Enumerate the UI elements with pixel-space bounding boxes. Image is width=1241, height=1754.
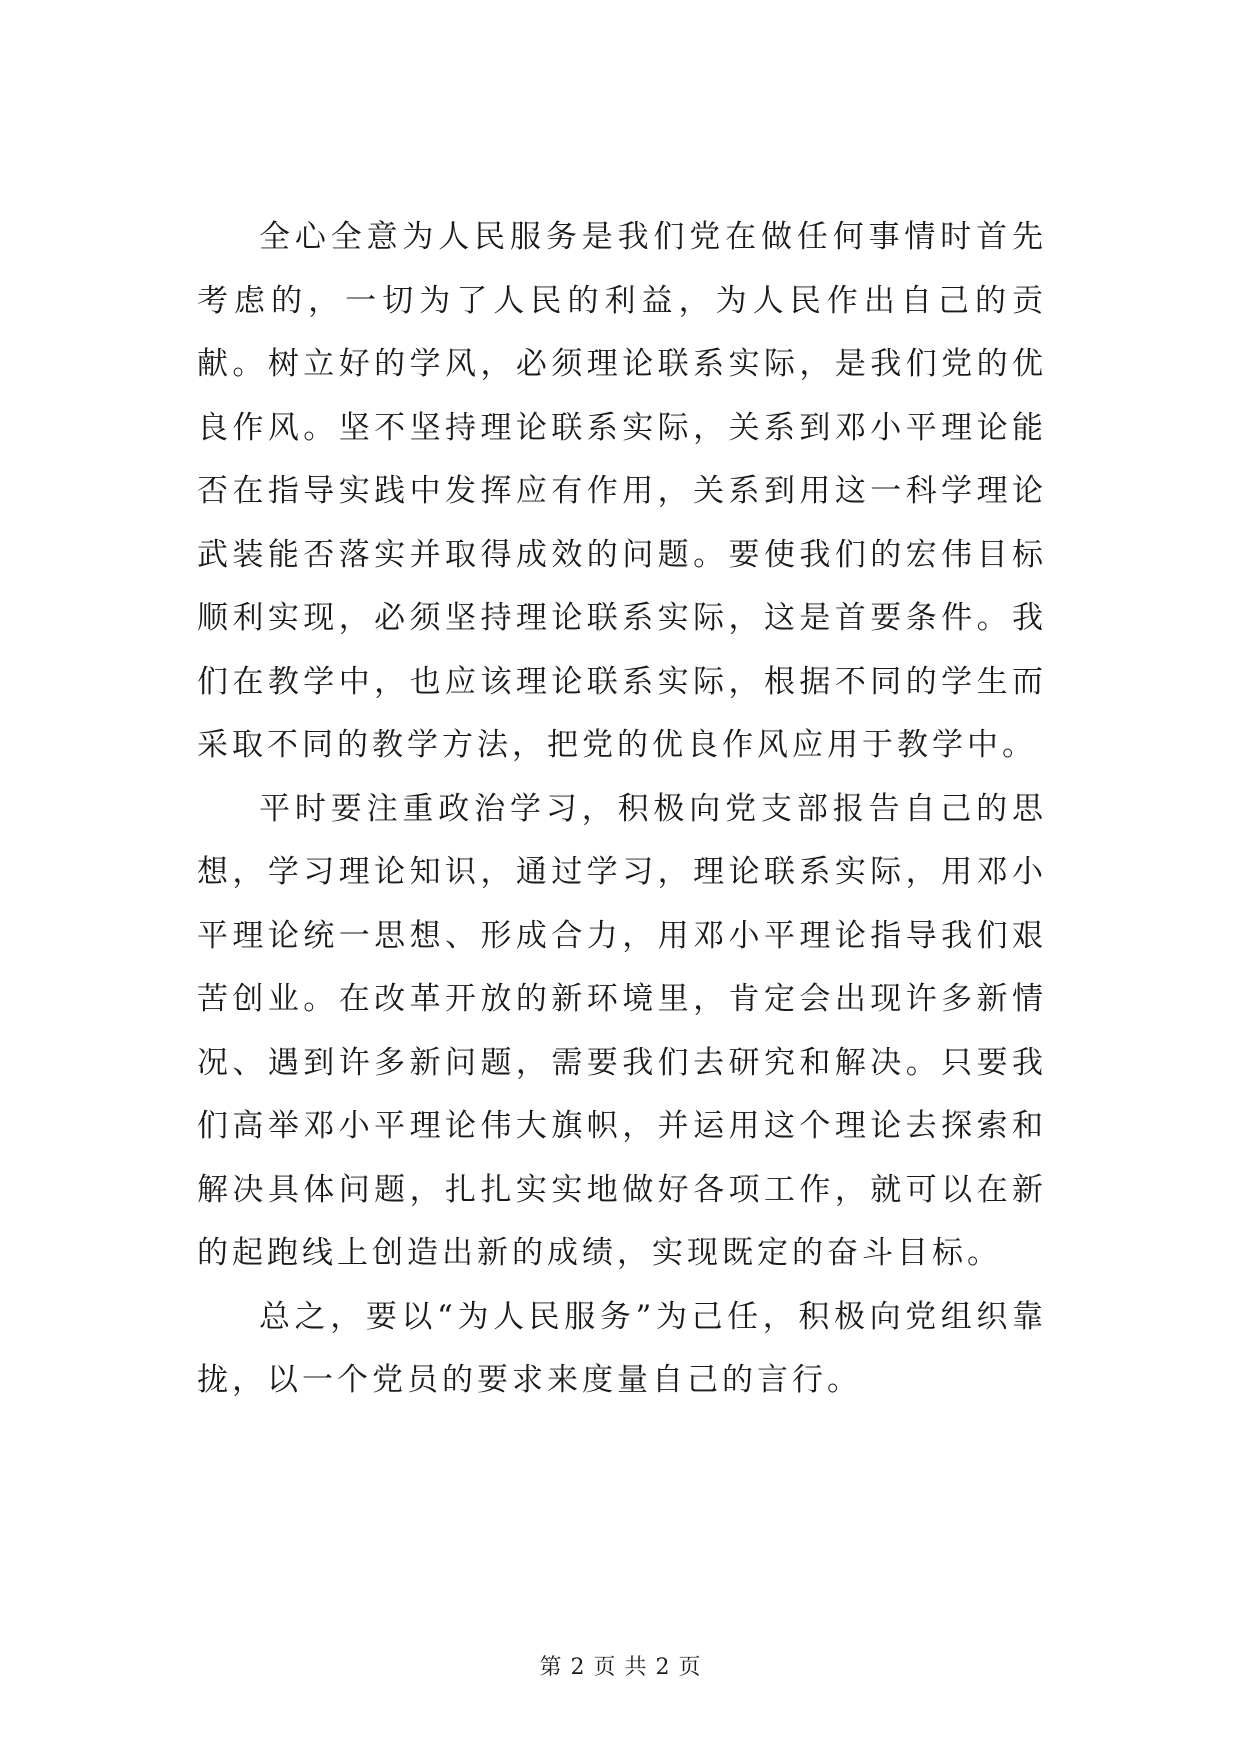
document-body: [197, 206, 1047, 1413]
page-number-footer: 第 2 页 共 2 页: [539, 1655, 702, 1680]
paragraph-1: 全心全意为人民服务是我们党在做任何事情时首先考虑的，一切为了人民的利益，为人民作出自己的贡献。树立好的学风，必须理论联系实际，是我们党的优良作风。坚不坚持理论联系实际，关系到邓小平理论能否在指导实践中发挥应有作用，关系到用这一科学理论武装能否落实并取得成效的问题。要使我们的宏伟目标顺利实现，必须坚持理论联系实际，这是首要条件。我们在教学中，也应该理论联系实际，根据不同的学生而采取不同的教学方法，把党的优良作风应用于教学中。: [197, 219, 1047, 763]
paragraph-2: 平时要注重政治学习，积极向党支部报告自己的思想，学习理论知识，通过学习，理论联系实际，用邓小平理论统一思想、形成合力，用邓小平理论指导我们艰苦创业。在改革开放的新环境里，肯定会出现许多新情况、遇到许多新问题，需要我们去研究和解决。只要我们高举邓小平理论伟大旗帜，并运用这个理论去探索和解决具体问题，扎扎实实地做好各项工作，就可以在新的起跑线上创造出新的成绩，实现既定的奋斗目标。: [197, 790, 1047, 1271]
paragraph-3: 总之，要以“为人民服务”为己任，积极向党组织靠拢，以一个党员的要求来度量自己的言行。: [197, 1298, 1047, 1398]
